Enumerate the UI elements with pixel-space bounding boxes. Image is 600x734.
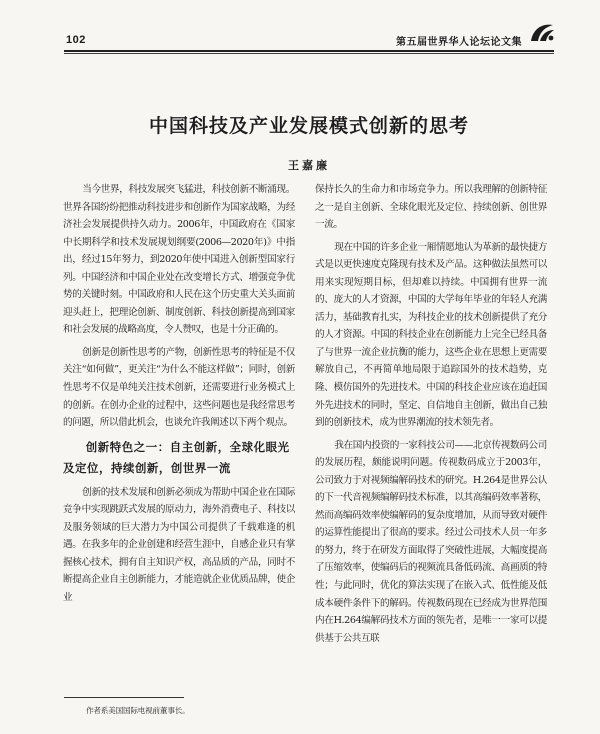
right-paragraph-2: 现在中国的许多企业一厢情愿地认为革新的最快捷方式是以更快速度克隆现有技术及产品。这种做法虽然可以用来实现短期目标，但却难以持续。中国拥有世界一流的、庞大的人才资源，中国的大学每年毕业的年轻人充满活力，基础教育扎实，为科技企业的技术创新提供了充分的人才资源。中国的科技企业在创新能力上完全已经具备了与世界一流企业抗衡的能力，这些企业在思想上更需要解放自己，不再简单地局限于追踪国外的技术趋势，克隆、模仿国外的先进技术。中国的科技企业应该在追赶国外先进技术的同时，坚定、自信地自主创新，做出自己独到的创新技术，成为世界潮流的技术领先者。 [315, 241, 547, 429]
article-author: 王嘉廉 [288, 159, 330, 172]
forum-logo-icon [528, 21, 556, 45]
page-number: 102 [66, 34, 86, 46]
left-paragraph-3: 创新的技术发展和创新必须成为帮助中国企业在国际竞争中实现跳跃式发展的原动力，海外消费电子、科技以及服务领域的巨大潜力为中国公司提供了千载难逢的机遇。在我多年的企业创建和经营生涯中，自感企业只有掌握核心技术，拥有自主知识产权，高品质的产品，同时不断提高企业自主创新能力，才能造就企业优质品牌，使企业 [63, 486, 295, 603]
left-column [63, 181, 295, 611]
right-paragraph-3: 我在国内投资的一家科技公司——北京传视数码公司的发展历程，颇能说明问题。传视数码成立于2003年，公司致力于对视频编解码技术的研究。H.264是世界公认的下一代音视频编解码技术标准，以其高编码效率著称，然而高编码效率使编解码的复杂度增加，从而导致对硬件的运算性能提出了很高的要求。经过公司技术人员一年多的努力，终于在研发方面取得了突破性进展，大幅度提高了压缩效率，使编码后的视频流具备低码流、高画质的特性；与此同时，优化的算法实现了在嵌入式、低性能及低成本硬件条件下的解码。传视数码现在已经成为世界范围内在H.264编解码技术方面的领先者，是唯一一家可以提供基于公共互联 [315, 439, 547, 644]
footnote-rule [64, 697, 184, 698]
article-title: 中国科技及产业发展模式创新的思考 [148, 115, 469, 137]
header-rule-thin [64, 53, 554, 54]
right-paragraph-1: 保持长久的生命力和市场竞争力。所以我理解的创新特征之一是自主创新、全球化眼光及定位、持续创新、创世界一流。 [315, 184, 547, 231]
journal-title: 第五届世界华人论坛论文集 [396, 37, 522, 48]
left-paragraph-1: 当今世界，科技发展突飞猛进，科技创新不断涌现。世界各国纷纷把推动科技进步和创新作为国家战略，为经济社会发展提供持久动力。2006年，中国政府在《国家中长期科学和技术发展规划纲要(2006—2020年)》中指出，经过15年努力，到2020年使中国进入创新型国家行列。中国经济和中国企业处在改变增长方式、增强竞争优势的关键时刻。中国政府和人民在这个历史重大关头面前迎头赶上，把理论创新、制度创新、科技创新提高到国家和社会发展的战略高度，令人赞叹，也是十分正确的。 [63, 184, 295, 336]
footnote: 作者系美国国际电视前董事长。 [86, 706, 190, 715]
left-paragraph-2: 创新是创新性思考的产物，创新性思考的特征是不仅关注“如何做”，更关注“为什么不能这样做”；同时，创新性思考不仅是单纯关注技术创新，还需要进行业务模式上的创新。在创办企业的过程中，这些问题也是我经常思考的问题，所以借此机会，也谈允许我阐述以下两个观点。 [63, 346, 295, 429]
right-column [315, 181, 547, 652]
section-heading: 创新特色之一：自主创新，全球化眼光及定位，持续创新，创世界一流 [63, 439, 290, 475]
header-rule [64, 50, 554, 52]
